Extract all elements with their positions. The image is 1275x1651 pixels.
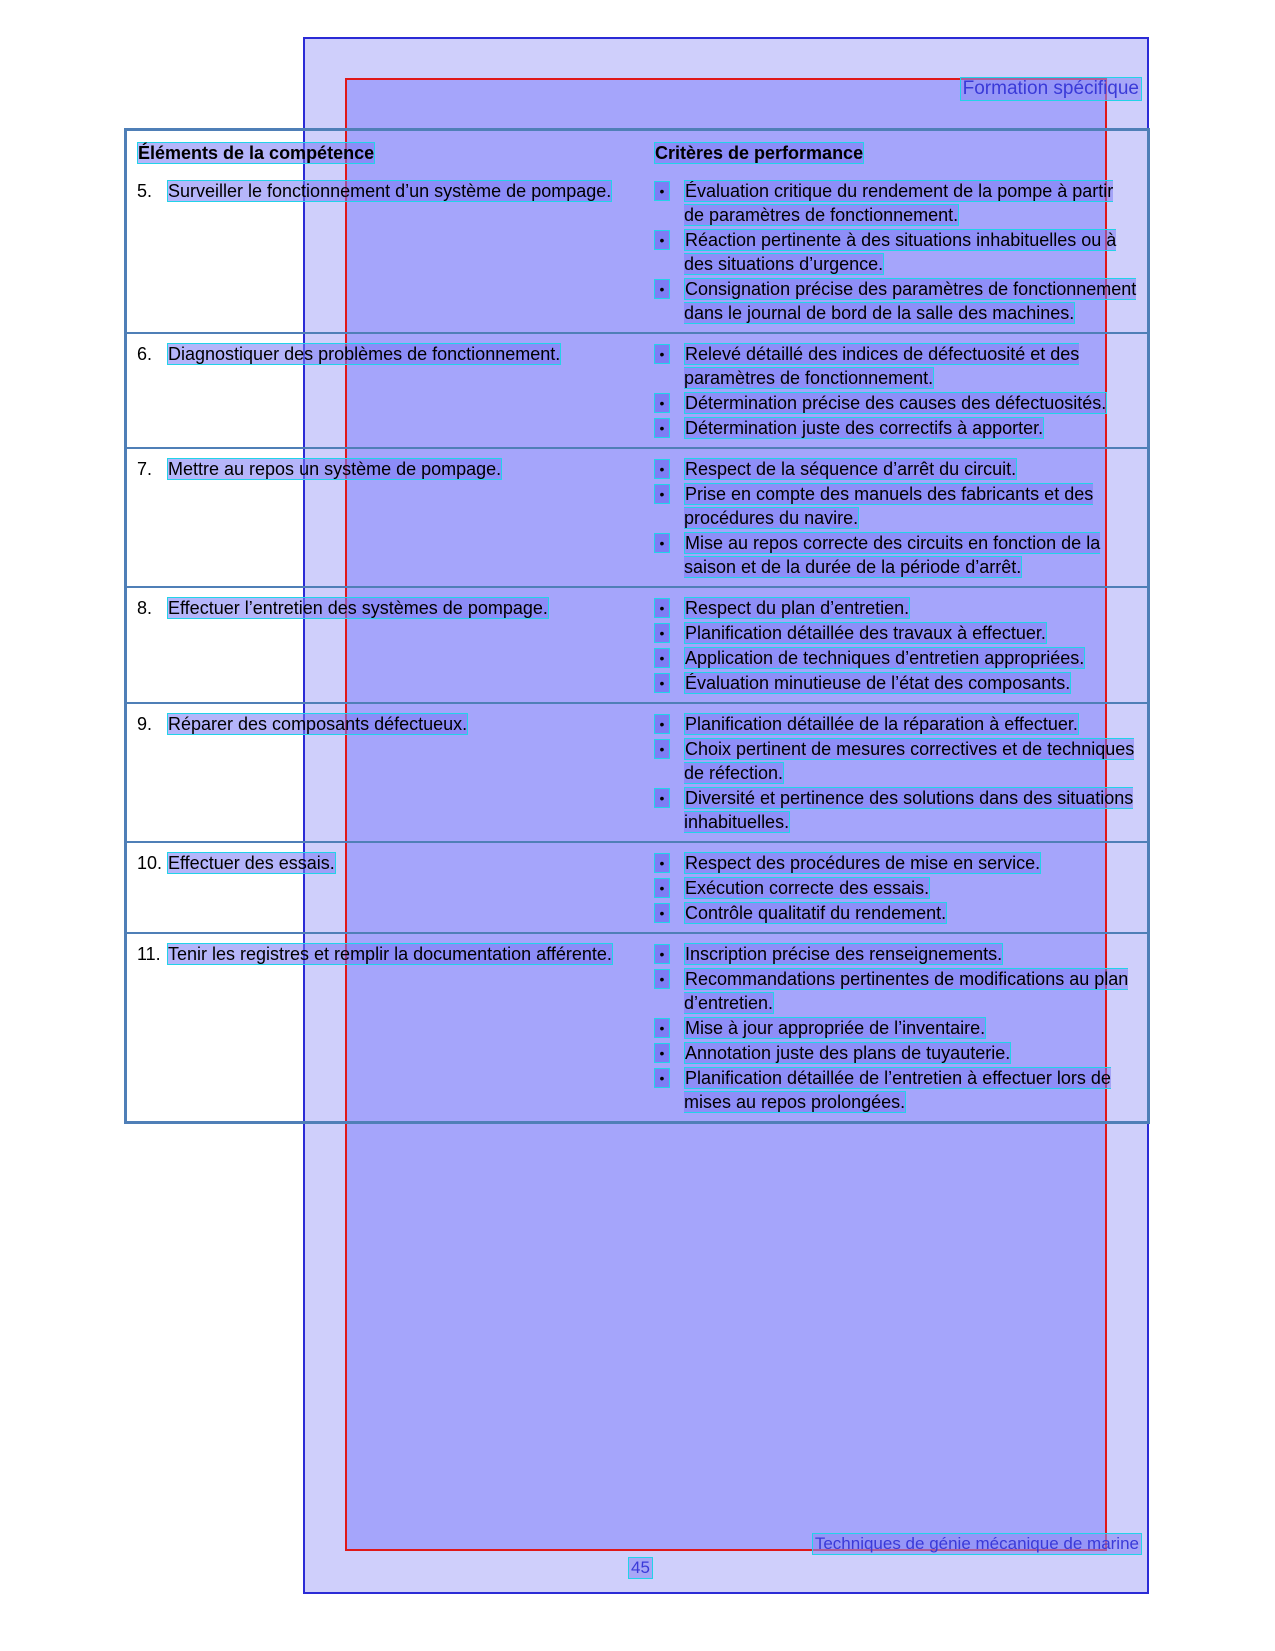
element-text: Mettre au repos un système de pompage. (168, 459, 502, 479)
criterion-text: Choix pertinent de mesures correctives et de techniques de réfection. (684, 739, 1135, 783)
criterion-item (654, 1041, 1137, 1065)
competence-element (137, 596, 634, 620)
element-cell (126, 842, 645, 933)
element-number: 8. (137, 598, 153, 618)
criteria-cell (644, 703, 1149, 842)
criterion-item (654, 482, 1137, 530)
element-number: 9. (137, 714, 153, 734)
competence-element (137, 179, 634, 203)
criterion-item (654, 457, 1137, 481)
bullet-icon: • (654, 714, 670, 734)
bullet-icon: • (654, 533, 670, 553)
element-text: Effectuer des essais. (168, 853, 335, 873)
element-text: Réparer des composants défectueux. (168, 714, 468, 734)
criterion-item (654, 596, 1137, 620)
criterion-item (654, 786, 1137, 834)
criterion-text: Consignation précise des paramètres de fonctionnement dans le journal de bord de la salle des machines. (684, 279, 1137, 323)
competence-element (137, 942, 634, 966)
table-header-row (126, 130, 1149, 172)
criterion-item (654, 621, 1137, 645)
bullet-icon: • (654, 788, 670, 808)
criterion-item (654, 876, 1137, 900)
criterion-item (654, 671, 1137, 695)
bullet-icon: • (654, 1018, 670, 1038)
criterion-text: Exécution correcte des essais. (685, 878, 930, 898)
criterion-item (654, 416, 1137, 440)
criteria-list (654, 851, 1137, 925)
criterion-item (654, 391, 1137, 415)
criterion-text: Inscription précise des renseignements. (685, 944, 1003, 964)
bullet-icon: • (654, 739, 670, 759)
criterion-item (654, 942, 1137, 966)
bullet-icon: • (654, 1068, 670, 1088)
criterion-text: Planification détaillée de l’entretien à effectuer lors de mises au repos prolongées. (684, 1068, 1111, 1112)
criterion-text: Recommandations pertinentes de modifications au plan d’entretien. (684, 969, 1129, 1013)
element-number: 7. (137, 459, 153, 479)
element-cell (126, 703, 645, 842)
criterion-text: Planification détaillée des travaux à effectuer. (685, 623, 1046, 643)
table-body (126, 171, 1149, 1123)
criteria-list (654, 179, 1137, 325)
criterion-item (654, 179, 1137, 227)
criterion-text: Respect du plan d’entretien. (685, 598, 910, 618)
table-row (126, 171, 1149, 333)
criterion-text: Détermination juste des correctifs à apporter. (685, 418, 1044, 438)
competence-element (137, 457, 634, 481)
bullet-icon: • (654, 944, 670, 964)
bullet-icon: • (654, 393, 670, 413)
criteria-cell (644, 587, 1149, 703)
element-cell (126, 171, 645, 333)
criterion-item (654, 342, 1137, 390)
element-number: 10. (137, 853, 163, 873)
bullet-icon: • (654, 853, 670, 873)
criteria-cell (644, 448, 1149, 587)
element-number: 5. (137, 181, 153, 201)
element-number: 6. (137, 344, 153, 364)
bullet-icon: • (654, 181, 670, 201)
competence-element (137, 342, 634, 366)
element-text: Surveiller le fonctionnement d’un système de pompage. (168, 181, 612, 201)
criterion-item (654, 737, 1137, 785)
criterion-item (654, 228, 1137, 276)
header-criteria: Critères de performance (655, 143, 864, 163)
criteria-list (654, 712, 1137, 834)
criterion-text: Détermination précise des causes des défectuosités. (685, 393, 1107, 413)
bullet-icon: • (654, 1043, 670, 1063)
competence-element (137, 851, 634, 875)
criterion-text: Réaction pertinente à des situations inhabituelles ou à des situations d’urgence. (684, 230, 1117, 274)
bullet-icon: • (654, 230, 670, 250)
criterion-text: Évaluation critique du rendement de la pompe à partir de paramètres de fonctionnement. (684, 181, 1114, 225)
criteria-list (654, 457, 1137, 579)
criteria-cell (644, 333, 1149, 448)
criterion-item (654, 646, 1137, 670)
criteria-list (654, 596, 1137, 695)
criterion-text: Annotation juste des plans de tuyauterie. (685, 1043, 1011, 1063)
criterion-item (654, 712, 1137, 736)
criteria-cell (644, 171, 1149, 333)
bullet-icon: • (654, 484, 670, 504)
table-row (126, 448, 1149, 587)
element-text: Tenir les registres et remplir la documentation afférente. (168, 944, 612, 964)
element-text: Diagnostiquer des problèmes de fonctionnement. (168, 344, 561, 364)
bullet-icon: • (654, 418, 670, 438)
criterion-text: Mise au repos correcte des circuits en fonction de la saison et de la durée de la période d’arrêt. (684, 533, 1101, 577)
criteria-cell (644, 842, 1149, 933)
criterion-text: Application de techniques d’entretien appropriées. (685, 648, 1085, 668)
criterion-item (654, 1016, 1137, 1040)
element-cell (126, 333, 645, 448)
bullet-icon: • (654, 459, 670, 479)
criteria-list (654, 342, 1137, 440)
element-cell (126, 933, 645, 1123)
criterion-text: Mise à jour appropriée de l’inventaire. (685, 1018, 986, 1038)
criterion-item (654, 967, 1137, 1015)
criterion-text: Contrôle qualitatif du rendement. (685, 903, 947, 923)
bullet-icon: • (654, 623, 670, 643)
criterion-text: Planification détaillée de la réparation à effectuer. (685, 714, 1078, 734)
criterion-text: Respect des procédures de mise en service. (685, 853, 1041, 873)
criterion-text: Évaluation minutieuse de l’état des composants. (685, 673, 1071, 693)
bullet-icon: • (654, 344, 670, 364)
criterion-item (654, 851, 1137, 875)
page-footer: Techniques de génie mécanique de marine (812, 1533, 1142, 1555)
criterion-item (654, 901, 1137, 925)
bullet-icon: • (654, 878, 670, 898)
table-row (126, 587, 1149, 703)
bullet-icon: • (654, 969, 670, 989)
bullet-icon: • (654, 648, 670, 668)
bullet-icon: • (654, 279, 670, 299)
table-row (126, 933, 1149, 1123)
page-number: 45 (628, 1557, 653, 1579)
bullet-icon: • (654, 673, 670, 693)
criterion-item (654, 277, 1137, 325)
element-text: Effectuer l’entretien des systèmes de pompage. (168, 598, 548, 618)
table-row (126, 703, 1149, 842)
criterion-text: Respect de la séquence d’arrêt du circuit. (685, 459, 1017, 479)
competence-element (137, 712, 634, 736)
criterion-item (654, 531, 1137, 579)
table-row (126, 333, 1149, 448)
criterion-text: Relevé détaillé des indices de défectuosité et des paramètres de fonctionnement. (684, 344, 1080, 388)
element-cell (126, 587, 645, 703)
element-number: 11. (137, 944, 161, 964)
table-row (126, 842, 1149, 933)
criterion-item (654, 1066, 1137, 1114)
criteria-list (654, 942, 1137, 1114)
element-cell (126, 448, 645, 587)
bullet-icon: • (654, 598, 670, 618)
criterion-text: Diversité et pertinence des solutions dans des situations inhabituelles. (684, 788, 1134, 832)
criterion-text: Prise en compte des manuels des fabricants et des procédures du navire. (684, 484, 1094, 528)
criteria-cell (644, 933, 1149, 1123)
competence-table (124, 128, 1150, 1124)
page-header: Formation spécifique (960, 77, 1142, 101)
bullet-icon: • (654, 903, 670, 923)
header-elements: Éléments de la compétence (138, 143, 375, 163)
